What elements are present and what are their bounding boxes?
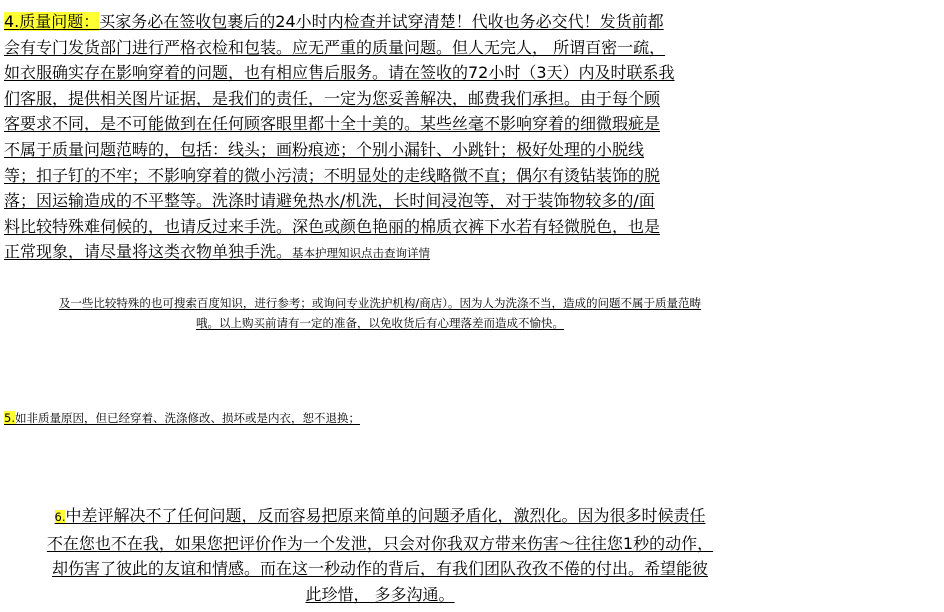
care-note-line-1: 及一些比较特殊的也可搜索百度知识，进行参考；或询问专业洗护机构/商店）。因为人为洗涤不当，造成的问题不属于质量范畴 bbox=[58, 296, 702, 310]
quality-line-4: 们客服，提供相关图片证据，是我们的责任，一定为您妥善解决，邮费我们承担。由于每个顾 bbox=[4, 88, 661, 108]
quality-issue-section bbox=[4, 9, 764, 267]
item4-title: 质量问题： bbox=[19, 12, 100, 31]
care-note-line-2: 哦。以上购买前请有一定的准备，以免收货后有心理落差而造成不愉快。 bbox=[196, 316, 564, 330]
quality-line-2: 会有专门发货部门进行严格衣检和包装。应无严重的质量问题。但人无完人， 所谓百密一疏， bbox=[4, 37, 666, 57]
no-return-line bbox=[4, 408, 604, 428]
item5-number: 5. bbox=[4, 411, 15, 425]
review-line-1: 6.中差评解决不了任何问题，反而容易把原来简单的问题矛盾化，激烈化。因为很多时候责任 bbox=[54, 506, 706, 525]
review-line-3: 却伤害了彼此的友谊和情感。而在这一秒动作的背后，有我们团队孜孜不倦的付出。希望能彼 bbox=[51, 559, 708, 579]
quality-line-7: 等；扣子钉的不牢；不影响穿着的微小污渍；不明显处的走线略微不直；偶尔有烫钻装饰的脱 bbox=[4, 165, 661, 185]
review-appeal-section bbox=[4, 503, 756, 607]
item4-number: 4. bbox=[4, 12, 20, 31]
review-line-4: 此珍惜， 多多沟通。 bbox=[305, 584, 455, 604]
quality-line-9: 料比较特殊难伺候的，也请反过来手洗。深色或颜色艳丽的棉质衣裤下水若有轻微脱色，也是 bbox=[4, 216, 661, 236]
quality-line-10: 正常现象，请尽量将这类衣物单独手洗。基本护理知识点击查询详情 bbox=[4, 242, 431, 262]
quality-line-8: 落；因运输造成的不平整等。洗涤时请避免热水/机洗，长时间浸泡等，对于装饰物较多的/面 bbox=[4, 191, 655, 211]
quality-line-5: 客要求不同，是不可能做到在任何顾客眼里都十全十美的。某些丝毫不影响穿着的细微瑕疵是 bbox=[4, 114, 661, 134]
quality-line-3: 如衣服确实存在影响穿着的问题，也有相应售后服务。请在签收的72小时（3天）内及时联系我 bbox=[4, 63, 675, 83]
review-line-2: 不在您也不在我，如果您把评价作为一个发泄，只会对你我双方带来伤害～往往您1秒的动作， bbox=[46, 533, 714, 553]
item5-text: 如非质量原因，但已经穿着、洗涤修改、损坏或是内衣，恕不退换； bbox=[14, 411, 360, 425]
care-knowledge-link[interactable]: 基本护理知识点击查询详情 bbox=[292, 246, 431, 261]
care-note bbox=[10, 293, 750, 333]
quality-line-1: 4.质量问题：买家务必在签收包裹后的24小时内检查并试穿清楚！代收也务必交代！发货前都 bbox=[4, 12, 664, 31]
item6-number: 6. bbox=[54, 510, 66, 524]
quality-line-6: 不属于质量问题范畴的，包括：线头；画粉痕迹；个别小漏针、小跳针；极好处理的小脱线 bbox=[4, 139, 645, 159]
no-return-section bbox=[4, 408, 604, 428]
